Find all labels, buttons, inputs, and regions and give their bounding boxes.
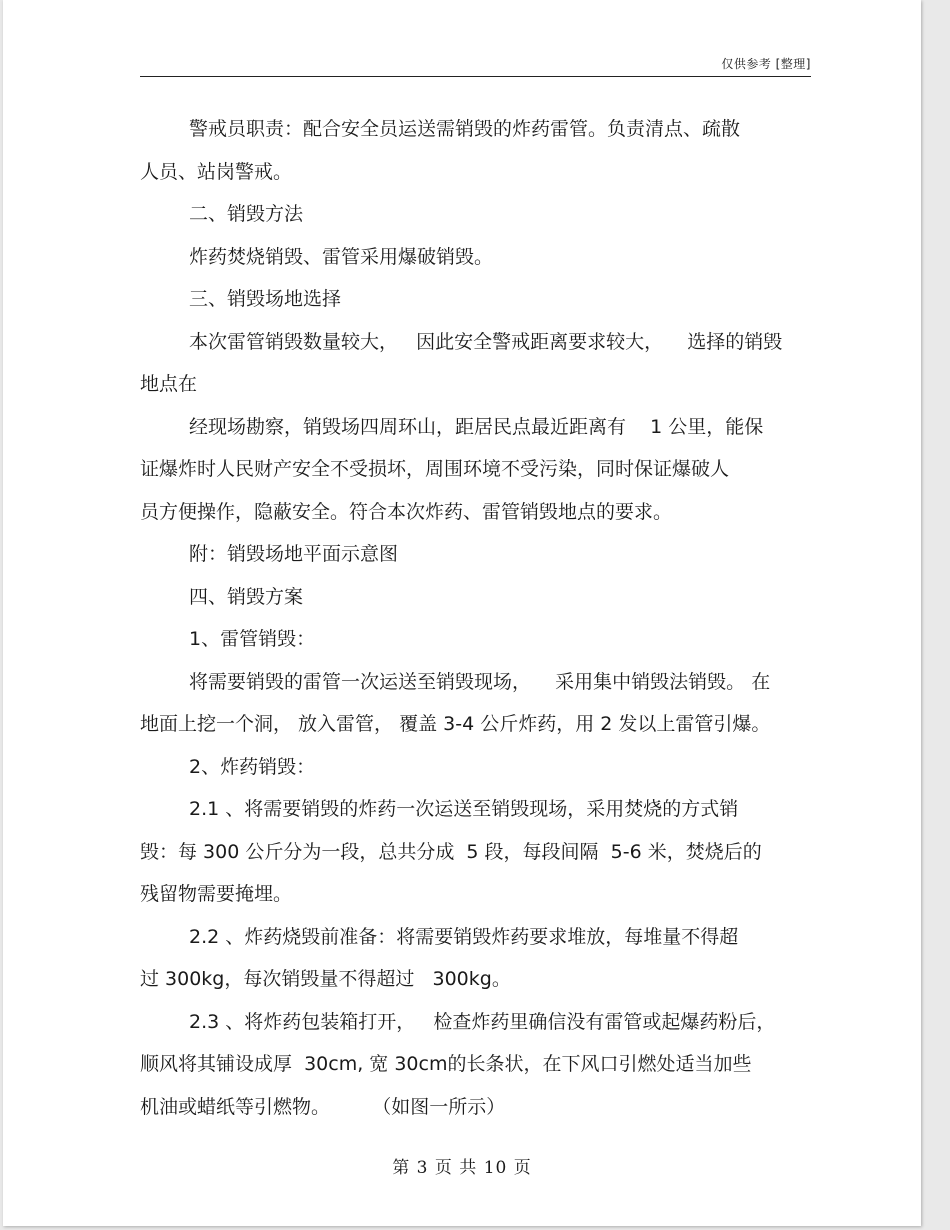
header-divider — [140, 76, 811, 77]
body-line: 残留物需要掩埋。 — [140, 883, 293, 905]
body-line: 将需要销毁的雷管一次运送至销毁现场， 采用集中销毁法销毁。 在 — [189, 670, 771, 693]
body-line: 二、销毁方法 — [189, 203, 304, 225]
page-number: 第 3 页 共 10 页 — [392, 1158, 532, 1178]
body-line: 炸药焚烧销毁、雷管采用爆破销毁。 — [189, 245, 494, 268]
body-line: 顺风将其铺设成厚 30cm, 宽 30cm的长条状，在下风口引燃处适当加些 — [140, 1053, 752, 1075]
body-line: 毁：每 300 公斤分为一段，总共分成 5 段，每段间隔 5-6 米，焚烧后的 — [140, 840, 762, 863]
body-line: 2.2 、炸药烧毁前准备：将需要销毁炸药要求堆放，每堆量不得超 — [189, 925, 739, 948]
body-line: 员方便操作，隐蔽安全。符合本次炸药、雷管销毁地点的要求。 — [140, 500, 673, 523]
body-line: 证爆炸时人民财产安全不受损坏，周围环境不受污染，同时保证爆破人 — [140, 458, 730, 480]
body-line: 地面上挖一个洞， 放入雷管， 覆盖 3-4 公斤炸药，用 2 发以上雷管引爆。 — [140, 713, 771, 735]
document-page — [3, 0, 921, 1226]
header-note: 仅供参考 [整理] — [721, 57, 811, 71]
body-line: 四、销毁方案 — [189, 585, 304, 608]
body-line: 经现场勘察，销毁场四周环山，距居民点最近距离有 1 公里，能保 — [189, 415, 764, 438]
body-line: 2、炸药销毁： — [189, 755, 316, 778]
body-line: 机油或蜡纸等引燃物。 （如图一所示） — [140, 1095, 506, 1118]
body-line: 2.3 、将炸药包装箱打开， 检查炸药里确信没有雷管或起爆药粉后， — [189, 1010, 776, 1033]
body-line: 1、雷管销毁： — [189, 628, 316, 650]
body-line: 地点在 — [140, 373, 198, 395]
body-line: 过 300kg，每次销毁量不得超过 300kg。 — [140, 968, 511, 990]
body-line: 人员、站岗警戒。 — [140, 160, 293, 183]
body-line: 三、销毁场地选择 — [189, 288, 342, 310]
body-line: 警戒员职责：配合安全员运送需销毁的炸药雷管。负责清点、疏散 — [189, 118, 741, 140]
body-line: 2.1 、将需要销毁的炸药一次运送至销毁现场，采用焚烧的方式销 — [189, 798, 739, 820]
body-line: 本次雷管销毁数量较大， 因此安全警戒距离要求较大， 选择的销毁 — [189, 330, 783, 353]
body-line: 附：销毁场地平面示意图 — [189, 543, 399, 565]
document-body — [140, 108, 820, 1128]
